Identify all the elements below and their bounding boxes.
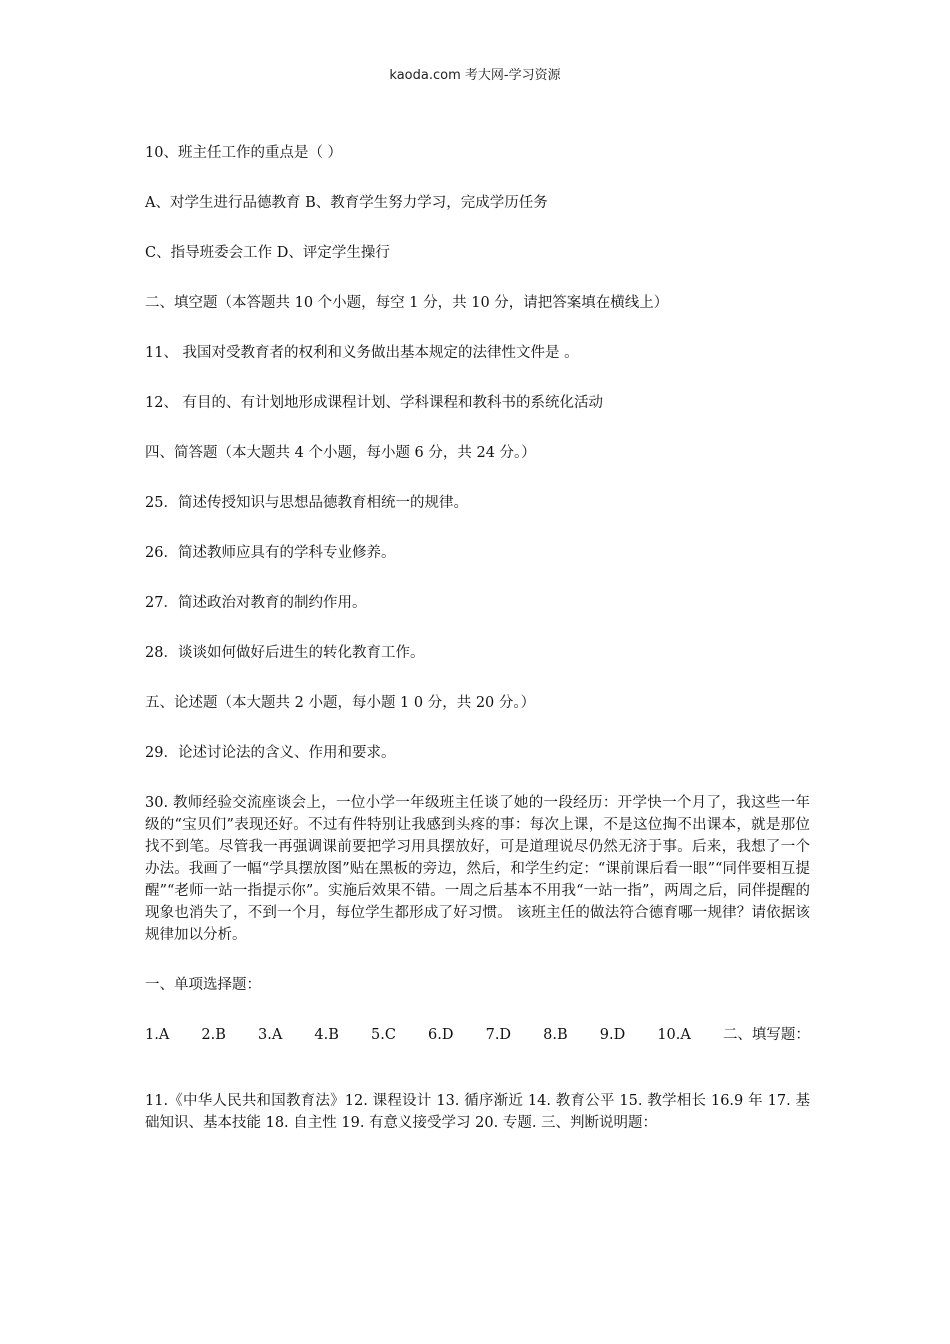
question-27: 27．简述政治对教育的制约作用。: [145, 595, 367, 611]
question-10-options-ab: A、对学生进行品德教育 B、教育学生努力学习，完成学历任务: [145, 195, 548, 211]
answer-item: 3.A: [258, 1027, 283, 1043]
answer-item: 2.B: [201, 1027, 226, 1043]
page-header: kaoda.com 考大网-学习资源: [389, 68, 561, 83]
fill-answers-heading: 二、填写题：: [722, 1027, 810, 1043]
answer-item: 7.D: [485, 1027, 512, 1043]
question-12: 12、 有目的、有计划地形成课程计划、学科课程和教科书的系统化活动: [145, 395, 604, 411]
section-short-answer-heading: 四、简答题（本大题共 4 个小题，每小题 6 分，共 24 分。）: [145, 445, 536, 461]
answer-item: 9.D: [599, 1027, 626, 1043]
document-body: [145, 142, 810, 1162]
question-28: 28．谈谈如何做好后进生的转化教育工作。: [145, 645, 425, 661]
question-10: 10、班主任工作的重点是（ ）: [145, 145, 343, 161]
answer-item: 5.C: [371, 1027, 396, 1043]
question-11: 11、 我国对受教育者的权利和义务做出基本规定的法律性文件是 。: [145, 345, 579, 361]
answer-item: 6.D: [428, 1027, 454, 1043]
question-10-options-cd: C、指导班委会工作 D、评定学生操行: [145, 245, 390, 261]
question-26: 26．简述教师应具有的学科专业修养。: [145, 545, 396, 561]
answer-item: 4.B: [314, 1027, 339, 1043]
answer-item: 1.A: [145, 1027, 170, 1043]
question-30: 30. 教师经验交流座谈会上，一位小学一年级班主任谈了她的一段经历：开学快一个月了，我这些一年级的“宝贝们”表现还好。不过有件特别让我感到头疼的事：每次上课，不是这位掏不出课本，就是那位找不到笔。尽管我一再强调课前要把学习用具摆放好，可是道理说尽仍然无济于事。后来，我想了一个办法。我画了一幅“学具摆放图”贴在黑板的旁边，然后，和学生约定：“课前课后看一眼”“同伴要相互提醒”“老师一站一指提示你”。实施后效果不错。一周之后基本不用我“一站一指”，两周之后，同伴提醒的现象也消失了，不到一个月，每位学生都形成了好习惯。 该班主任的做法符合德育哪一规律？请依据该规律加以分析。: [145, 795, 810, 943]
section-essay-heading: 五、论述题（本大题共 2 小题，每小题 1 0 分，共 20 分。）: [145, 695, 536, 711]
section-fill-blank-heading: 二、填空题（本答题共 10 个小题，每空 1 分，共 10 分，请把答案填在横线上）: [145, 295, 669, 311]
choice-answers-row: [145, 1024, 810, 1046]
fill-answers: 11.《中华人民共和国教育法》12. 课程设计 13. 循序渐近 14. 教育公平 15. 教学相长 16.9 年 17. 基础知识、基本技能 18. 自主性 19. 有意义接受学习 20. 专题. 三、判断说明题：: [145, 1093, 810, 1131]
answer-item: 8.B: [543, 1027, 568, 1043]
question-29: 29．论述讨论法的含义、作用和要求。: [145, 745, 396, 761]
answers-heading: 一、单项选择题：: [145, 977, 261, 993]
answer-item: 10.A: [657, 1027, 691, 1043]
question-25: 25．简述传授知识与思想品德教育相统一的规律。: [145, 495, 468, 511]
